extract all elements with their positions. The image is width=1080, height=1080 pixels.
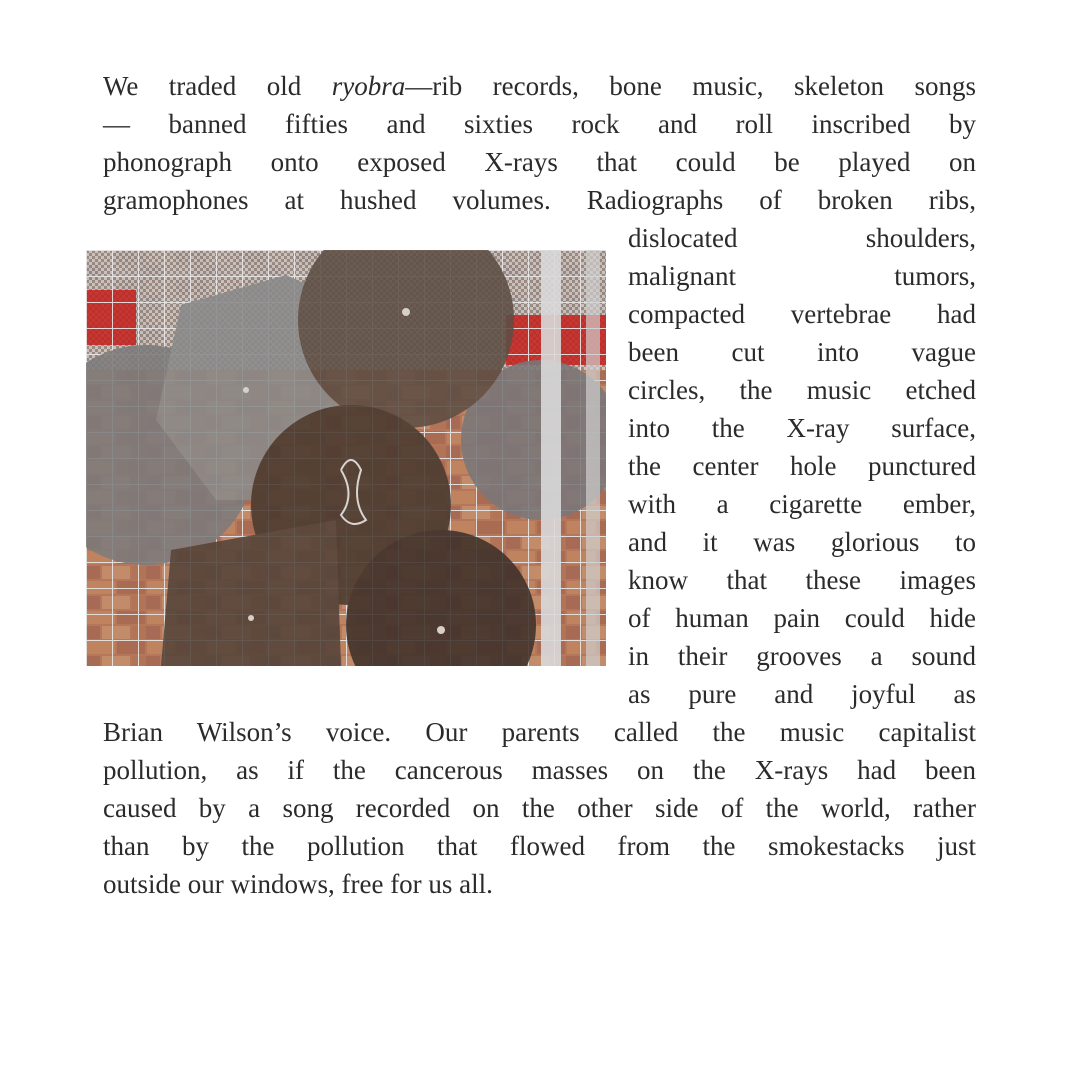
bottom-line-5: outside our windows, free for us all. (103, 869, 493, 899)
side-line-4: been cut into vague (628, 337, 976, 367)
side-line-9: and it was glorious to (628, 527, 976, 557)
center-hole-2 (243, 387, 249, 393)
side-line-3: compacted vertebrae had (628, 299, 976, 329)
photo-illustration (86, 250, 606, 666)
text-line-4: gramophones at hushed volumes. Radiographs of broken ribs, (103, 185, 976, 215)
side-line-5: circles, the music etched (628, 375, 976, 405)
bottom-line-1: Brian Wilson’s voice. Our parents called the music capitalist (103, 717, 976, 747)
text-line-1 (103, 67, 976, 105)
italic-word-ryobra: ryobra (331, 71, 406, 101)
bottom-line-3: caused by a song recorded on the other side of the world, rather (103, 793, 976, 823)
bottom-line-4: than by the pollution that flowed from the smokestacks just (103, 831, 976, 861)
side-line-12: in their grooves a sound (628, 641, 976, 671)
x-ray-records-photo (86, 250, 606, 666)
text-line-2: — banned fifties and sixties rock and roll inscribed by (103, 109, 976, 139)
side-line-7: the center hole punctured (628, 451, 976, 481)
side-line-8: with a cigarette ember, (628, 489, 976, 519)
side-line-13: as pure and joyful as (628, 679, 976, 709)
side-line-10: know that these images (628, 565, 976, 595)
text-line-1-end: —rib records, bone music, skeleton songs (405, 71, 976, 101)
bottom-line-2: pollution, as if the cancerous masses on the X-rays had been (103, 755, 976, 785)
text-line-1-start: We traded old (103, 71, 332, 101)
side-line-1: dislocated shoulders, (628, 223, 976, 253)
center-hole-3 (437, 626, 445, 634)
side-line-2: malignant tumors, (628, 261, 976, 291)
center-hole-4 (248, 615, 254, 621)
pole (541, 250, 561, 666)
side-line-6: into the X-ray surface, (628, 413, 976, 443)
side-line-11: of human pain could hide (628, 603, 976, 633)
center-hole-1 (402, 308, 410, 316)
text-line-3: phonograph onto exposed X-rays that could be played on (103, 147, 976, 177)
pole-right (586, 250, 600, 666)
